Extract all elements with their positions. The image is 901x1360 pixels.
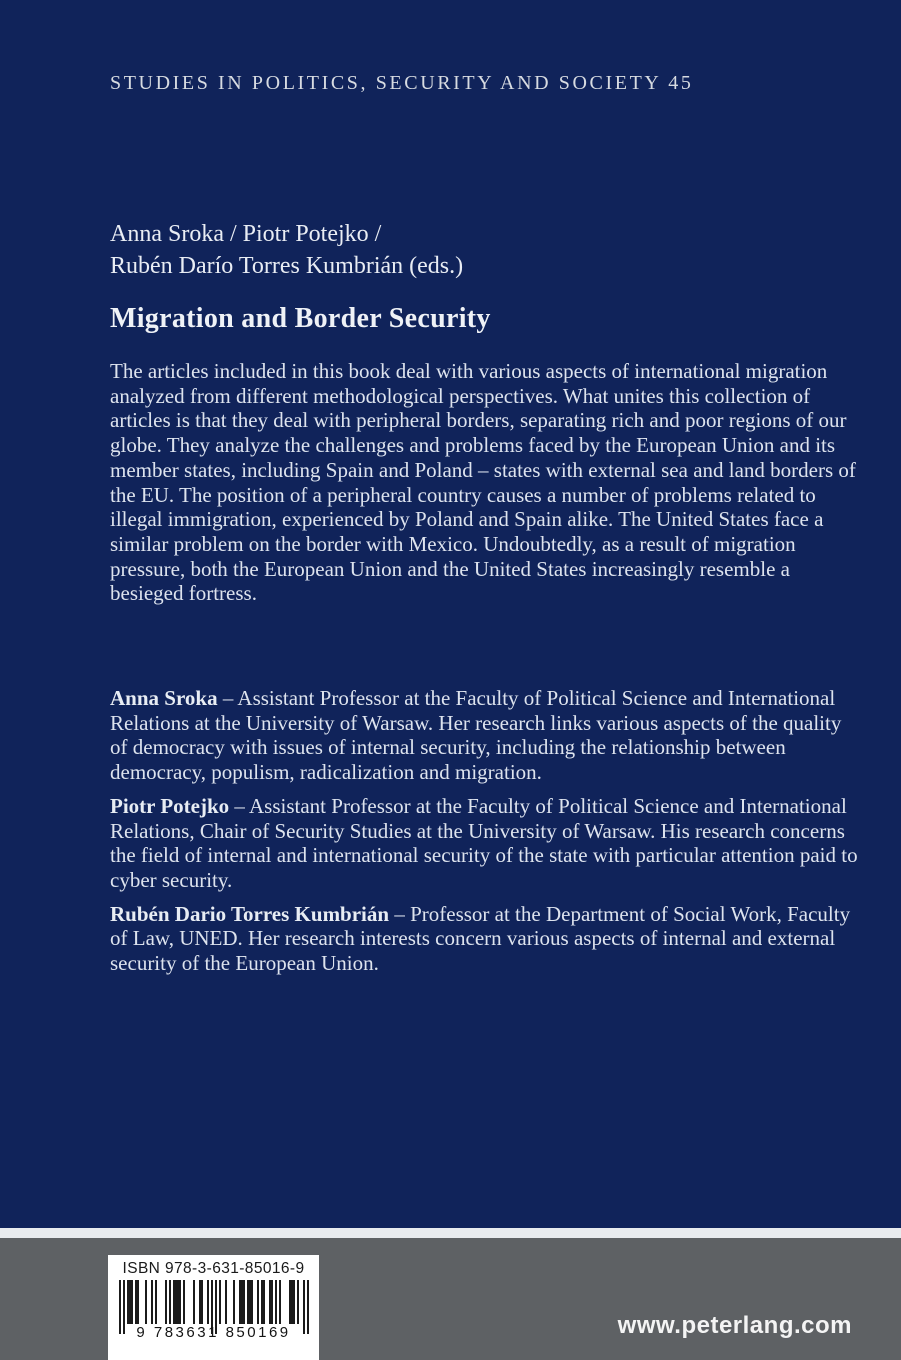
author-bio (110, 902, 858, 976)
author-bio (110, 686, 858, 785)
isbn-barcode-box (108, 1255, 319, 1360)
author-line-2: Rubén Darío Torres Kumbrián (eds.) (110, 253, 464, 279)
barcode-digits: 9 783631 850169 (136, 1324, 291, 1341)
author-line-1: Anna Sroka / Piotr Potejko / (110, 221, 382, 247)
author-bio-name: Rubén Dario Torres Kumbrián (110, 901, 390, 926)
footer-bar (0, 1238, 901, 1360)
author-bio-text: – Professor at the Department of Social Work, Faculty of Law, UNED. Her research interests concern various aspects of internal and external security of the European Union. (110, 901, 851, 976)
author-bio-text: – Assistant Professor at the Faculty of Political Science and International Relations, Chair of Security Studies at the University of Warsaw. His research concerns the field of internal and international security of the state with particular attention paid to cyber security. (110, 793, 858, 892)
author-bio-text: – Assistant Professor at the Faculty of Political Science and International Relations at the University of Warsaw. Her research links various aspects of the quality of democracy with issues of internal security, including the relationship between democracy, populism, radicalization and migration. (110, 686, 842, 785)
series-title: STUDIES IN POLITICS, SECURITY AND SOCIETY 45 (110, 72, 694, 94)
book-description: The articles included in this book deal with various aspects of international migration analyzed from different methodological perspectives. What unites this collection of articles is that they deal with peripheral borders, separating rich and poor regions of our globe. They analyze the challenges and problems faced by the European Union and its member states, including Spain and Poland – states with external sea and land borders of the EU. The position of a peripheral country causes a number of problems related to illegal immigration, experienced by Poland and Spain alike. The United States face a similar problem on the border with Mexico. Undoubtedly, as a result of migration pressure, both the European Union and the United States increasingly resemble a besieged fortress. (110, 359, 856, 606)
separator-line (0, 1228, 901, 1238)
book-title: Migration and Border Security (110, 303, 491, 334)
author-names (110, 218, 463, 282)
publisher-website: www.peterlang.com (617, 1312, 852, 1339)
author-bio-name: Anna Sroka (110, 686, 218, 710)
isbn-label: ISBN 978-3-631-85016-9 (122, 1260, 305, 1277)
author-bio-name: Piotr Potejko (110, 793, 230, 818)
author-bio (110, 794, 858, 893)
author-bios (110, 686, 858, 985)
